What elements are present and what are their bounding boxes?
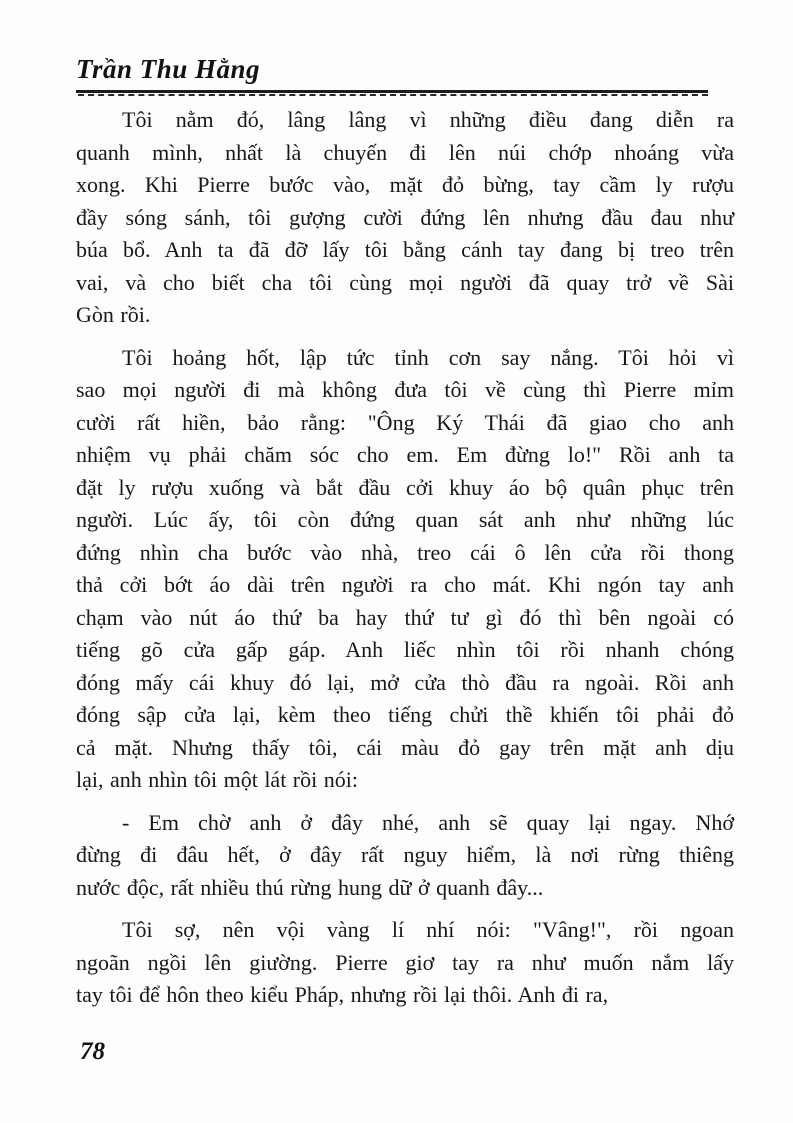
- text-line: búa bổ. Anh ta đã đỡ lấy tôi bằng cánh tay đang bị treo trên: [76, 237, 734, 262]
- text-line: thả cởi bớt áo dài trên người ra cho mát. Khi ngón tay anh: [76, 572, 734, 597]
- body-text: [76, 104, 734, 1012]
- text-line: Tôi sợ, nên vội vàng lí nhí nói: "Vâng!", rồi ngoan: [122, 917, 734, 942]
- text-line: ngoãn ngồi lên giường. Pierre giơ tay ra như muốn nắm lấy: [76, 949, 734, 975]
- text-line: sao mọi người đi mà không đưa tôi về cùng thì Pierre mỉm: [76, 377, 734, 402]
- text-line: xong. Khi Pierre bước vào, mặt đỏ bừng, tay cầm ly rượu: [76, 172, 734, 197]
- author-name: Trần Thu Hằng: [76, 54, 261, 84]
- text-line: quanh mình, nhất là chuyến đi lên núi chớp nhoáng vừa: [76, 139, 734, 165]
- text-line: Gòn rồi.: [76, 302, 151, 327]
- text-line: Tôi hoảng hốt, lập tức tỉnh cơn say nắng. Tôi hỏi vì: [122, 344, 734, 370]
- paragraph: [76, 914, 734, 1012]
- text-line: tiếng gõ cửa gấp gáp. Anh liếc nhìn tôi rồi nhanh chóng: [76, 637, 734, 662]
- text-line: đứng nhìn cha bước vào nhà, treo cái ô lên cửa rồi thong: [76, 539, 734, 565]
- text-line: vai, và cho biết cha tôi cùng mọi người đã quay trở về Sài: [76, 269, 734, 295]
- text-line: nước độc, rất nhiều thú rừng hung dữ ở quanh đây...: [76, 874, 544, 900]
- running-header: [76, 52, 708, 98]
- text-line: nhiệm vụ phải chăm sóc cho em. Em đừng lo!" Rồi anh ta: [76, 442, 734, 467]
- text-line: cả mặt. Nhưng thấy tôi, cái màu đỏ gay trên mặt anh dịu: [76, 734, 734, 760]
- text-line: - Em chờ anh ở đây nhé, anh sẽ quay lại ngay. Nhớ: [122, 809, 734, 835]
- text-line: đặt ly rượu xuống và bắt đầu cởi khuy áo bộ quân phục trên: [76, 474, 734, 500]
- text-line: đừng đi đâu hết, ở đây rất nguy hiểm, là nơi rừng thiêng: [76, 842, 734, 867]
- text-line: chạm vào nút áo thứ ba hay thứ tư gì đó thì bên ngoài có: [76, 604, 734, 630]
- text-line: lại, anh nhìn tôi một lát rồi nói:: [76, 767, 358, 792]
- text-line: tay tôi để hôn theo kiểu Pháp, nhưng rồi lại thôi. Anh đi ra,: [76, 982, 609, 1007]
- text-line: cười rất hiền, bảo rằng: "Ông Ký Thái đã giao cho anh: [76, 409, 734, 435]
- page-number: 78: [80, 1038, 105, 1065]
- paragraph: [76, 342, 734, 797]
- text-line: đầy sóng sánh, tôi gượng cười đứng lên nhưng đầu đau như: [76, 204, 734, 230]
- paragraph: [76, 807, 734, 905]
- paragraph: [76, 104, 734, 332]
- header-rule-dashed-line: [78, 94, 708, 96]
- header-rule: [76, 90, 708, 98]
- header-rule-solid-line: [76, 90, 708, 93]
- text-line: đóng sập cửa lại, kèm theo tiếng chửi thề khiến tôi phải đỏ: [76, 702, 734, 727]
- text-line: người. Lúc ấy, tôi còn đứng quan sát anh như những lúc: [76, 507, 734, 532]
- text-line: Tôi nằm đó, lâng lâng vì những điều đang diễn ra: [122, 107, 734, 132]
- text-line: đóng mấy cái khuy đó lại, mở cửa thò đầu ra ngoài. Rồi anh: [76, 669, 734, 695]
